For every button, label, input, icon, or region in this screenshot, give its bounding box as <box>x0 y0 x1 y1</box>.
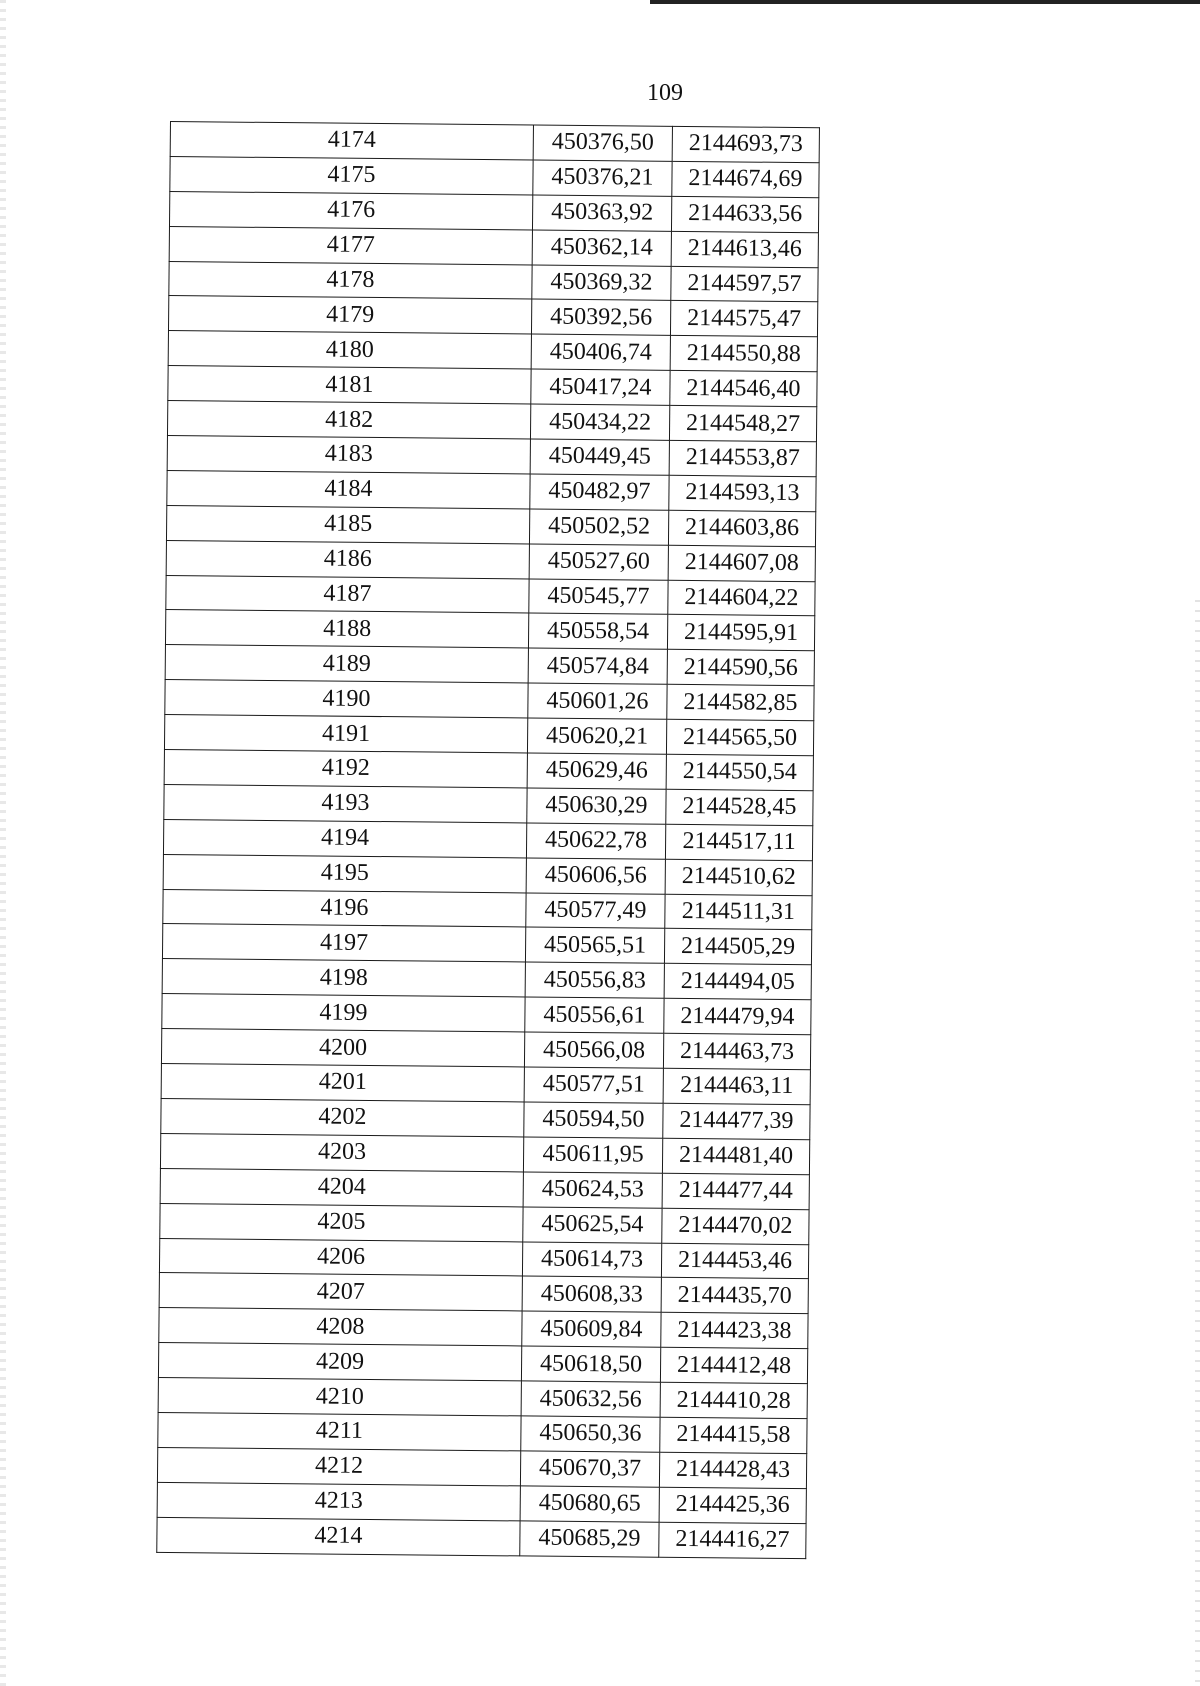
x-coordinate-cell: 450556,83 <box>525 962 664 998</box>
y-coordinate-cell: 2144423,38 <box>661 1313 808 1349</box>
point-number-cell: 4193 <box>164 784 527 822</box>
y-coordinate-cell: 2144410,28 <box>660 1382 807 1418</box>
x-coordinate-cell: 450502,52 <box>529 509 668 545</box>
y-coordinate-cell: 2144604,22 <box>668 580 815 616</box>
y-coordinate-cell: 2144575,47 <box>670 301 817 337</box>
x-coordinate-cell: 450376,21 <box>533 160 672 196</box>
x-coordinate-cell: 450601,26 <box>528 683 667 719</box>
y-coordinate-cell: 2144470,02 <box>662 1208 809 1244</box>
x-coordinate-cell: 450434,22 <box>530 404 669 440</box>
x-coordinate-cell: 450611,95 <box>523 1137 662 1173</box>
point-number-cell: 4184 <box>167 470 530 508</box>
y-coordinate-cell: 2144517,11 <box>665 824 812 860</box>
x-coordinate-cell: 450625,54 <box>523 1207 662 1243</box>
x-coordinate-cell: 450680,65 <box>520 1486 659 1522</box>
x-coordinate-cell: 450618,50 <box>521 1346 660 1382</box>
point-number-cell: 4204 <box>160 1168 523 1206</box>
point-number-cell: 4198 <box>162 959 525 997</box>
y-coordinate-cell: 2144415,58 <box>660 1417 807 1453</box>
y-coordinate-cell: 2144463,11 <box>663 1068 810 1104</box>
point-number-cell: 4185 <box>166 505 529 543</box>
y-coordinate-cell: 2144593,13 <box>669 475 816 511</box>
x-coordinate-cell: 450606,56 <box>526 858 665 894</box>
x-coordinate-cell: 450629,46 <box>527 753 666 789</box>
point-number-cell: 4181 <box>168 366 531 404</box>
y-coordinate-cell: 2144510,62 <box>665 859 812 895</box>
x-coordinate-cell: 450624,53 <box>523 1172 662 1208</box>
point-number-cell: 4176 <box>169 191 532 229</box>
y-coordinate-cell: 2144479,94 <box>664 999 811 1035</box>
x-coordinate-cell: 450650,36 <box>521 1416 660 1452</box>
point-number-cell: 4214 <box>157 1517 520 1555</box>
x-coordinate-cell: 450417,24 <box>531 369 670 405</box>
point-number-cell: 4202 <box>161 1098 524 1136</box>
x-coordinate-cell: 450545,77 <box>529 579 668 615</box>
x-coordinate-cell: 450363,92 <box>532 195 671 231</box>
point-number-cell: 4211 <box>158 1412 521 1450</box>
y-coordinate-cell: 2144603,86 <box>668 510 815 546</box>
y-coordinate-cell: 2144595,91 <box>667 615 814 651</box>
y-coordinate-cell: 2144416,27 <box>659 1522 806 1558</box>
x-coordinate-cell: 450482,97 <box>530 474 669 510</box>
point-number-cell: 4186 <box>166 540 529 578</box>
x-coordinate-cell: 450369,32 <box>532 265 671 301</box>
y-coordinate-cell: 2144633,56 <box>671 196 818 232</box>
x-coordinate-cell: 450622,78 <box>526 823 665 859</box>
y-coordinate-cell: 2144435,70 <box>661 1278 808 1314</box>
coordinates-table-body <box>157 122 820 1559</box>
scan-edge-left <box>0 0 6 1686</box>
scan-edge-right <box>1195 600 1200 1686</box>
y-coordinate-cell: 2144597,57 <box>671 266 818 302</box>
x-coordinate-cell: 450609,84 <box>522 1311 661 1347</box>
x-coordinate-cell: 450406,74 <box>531 334 670 370</box>
y-coordinate-cell: 2144693,73 <box>672 126 819 162</box>
point-number-cell: 4177 <box>169 226 532 264</box>
y-coordinate-cell: 2144590,56 <box>667 650 814 686</box>
point-number-cell: 4182 <box>167 401 530 439</box>
y-coordinate-cell: 2144511,31 <box>665 894 812 930</box>
y-coordinate-cell: 2144550,54 <box>666 754 813 790</box>
x-coordinate-cell: 450685,29 <box>520 1521 659 1557</box>
y-coordinate-cell: 2144477,44 <box>662 1173 809 1209</box>
point-number-cell: 4178 <box>169 261 532 299</box>
point-number-cell: 4213 <box>157 1482 520 1520</box>
point-number-cell: 4205 <box>160 1203 523 1241</box>
y-coordinate-cell: 2144477,39 <box>663 1103 810 1139</box>
table-row <box>157 1517 806 1558</box>
x-coordinate-cell: 450577,49 <box>526 893 665 929</box>
point-number-cell: 4192 <box>164 750 527 788</box>
x-coordinate-cell: 450608,33 <box>522 1276 661 1312</box>
x-coordinate-cell: 450449,45 <box>530 439 669 475</box>
x-coordinate-cell: 450630,29 <box>527 788 666 824</box>
point-number-cell: 4174 <box>170 122 533 160</box>
y-coordinate-cell: 2144553,87 <box>669 440 816 476</box>
x-coordinate-cell: 450556,61 <box>525 997 664 1033</box>
x-coordinate-cell: 450558,54 <box>528 613 667 649</box>
point-number-cell: 4175 <box>170 156 533 194</box>
point-number-cell: 4200 <box>161 1029 524 1067</box>
point-number-cell: 4195 <box>163 854 526 892</box>
x-coordinate-cell: 450632,56 <box>521 1381 660 1417</box>
point-number-cell: 4207 <box>159 1273 522 1311</box>
point-number-cell: 4208 <box>159 1308 522 1346</box>
point-number-cell: 4191 <box>164 715 527 753</box>
y-coordinate-cell: 2144582,85 <box>667 685 814 721</box>
x-coordinate-cell: 450614,73 <box>522 1241 661 1277</box>
top-rule <box>650 0 1200 4</box>
point-number-cell: 4201 <box>161 1064 524 1102</box>
y-coordinate-cell: 2144607,08 <box>668 545 815 581</box>
y-coordinate-cell: 2144505,29 <box>664 929 811 965</box>
point-number-cell: 4188 <box>165 610 528 648</box>
x-coordinate-cell: 450594,50 <box>524 1102 663 1138</box>
x-coordinate-cell: 450574,84 <box>528 648 667 684</box>
x-coordinate-cell: 450670,37 <box>520 1451 659 1487</box>
point-number-cell: 4203 <box>160 1133 523 1171</box>
point-number-cell: 4196 <box>163 889 526 927</box>
y-coordinate-cell: 2144548,27 <box>669 405 816 441</box>
x-coordinate-cell: 450362,14 <box>532 230 671 266</box>
point-number-cell: 4197 <box>162 924 525 962</box>
x-coordinate-cell: 450565,51 <box>525 927 664 963</box>
point-number-cell: 4187 <box>166 575 529 613</box>
y-coordinate-cell: 2144412,48 <box>660 1347 807 1383</box>
y-coordinate-cell: 2144550,88 <box>670 336 817 372</box>
y-coordinate-cell: 2144494,05 <box>664 964 811 1000</box>
y-coordinate-cell: 2144428,43 <box>659 1452 806 1488</box>
point-number-cell: 4183 <box>167 436 530 474</box>
point-number-cell: 4179 <box>168 296 531 334</box>
x-coordinate-cell: 450577,51 <box>524 1067 663 1103</box>
point-number-cell: 4180 <box>168 331 531 369</box>
y-coordinate-cell: 2144453,46 <box>661 1243 808 1279</box>
y-coordinate-cell: 2144425,36 <box>659 1487 806 1523</box>
x-coordinate-cell: 450376,50 <box>533 125 672 161</box>
point-number-cell: 4199 <box>162 994 525 1032</box>
point-number-cell: 4212 <box>157 1447 520 1485</box>
y-coordinate-cell: 2144463,73 <box>663 1033 810 1069</box>
point-number-cell: 4189 <box>165 645 528 683</box>
y-coordinate-cell: 2144481,40 <box>662 1138 809 1174</box>
point-number-cell: 4209 <box>158 1343 521 1381</box>
y-coordinate-cell: 2144528,45 <box>666 789 813 825</box>
y-coordinate-cell: 2144565,50 <box>666 719 813 755</box>
x-coordinate-cell: 450566,08 <box>524 1032 663 1068</box>
point-number-cell: 4206 <box>159 1238 522 1276</box>
point-number-cell: 4190 <box>165 680 528 718</box>
point-number-cell: 4210 <box>158 1378 521 1416</box>
x-coordinate-cell: 450392,56 <box>531 299 670 335</box>
x-coordinate-cell: 450620,21 <box>527 718 666 754</box>
y-coordinate-cell: 2144674,69 <box>672 161 819 197</box>
x-coordinate-cell: 450527,60 <box>529 544 668 580</box>
page-number: 109 <box>647 80 683 106</box>
point-number-cell: 4194 <box>163 819 526 857</box>
y-coordinate-cell: 2144546,40 <box>670 371 817 407</box>
y-coordinate-cell: 2144613,46 <box>671 231 818 267</box>
coordinates-table <box>156 121 820 1559</box>
